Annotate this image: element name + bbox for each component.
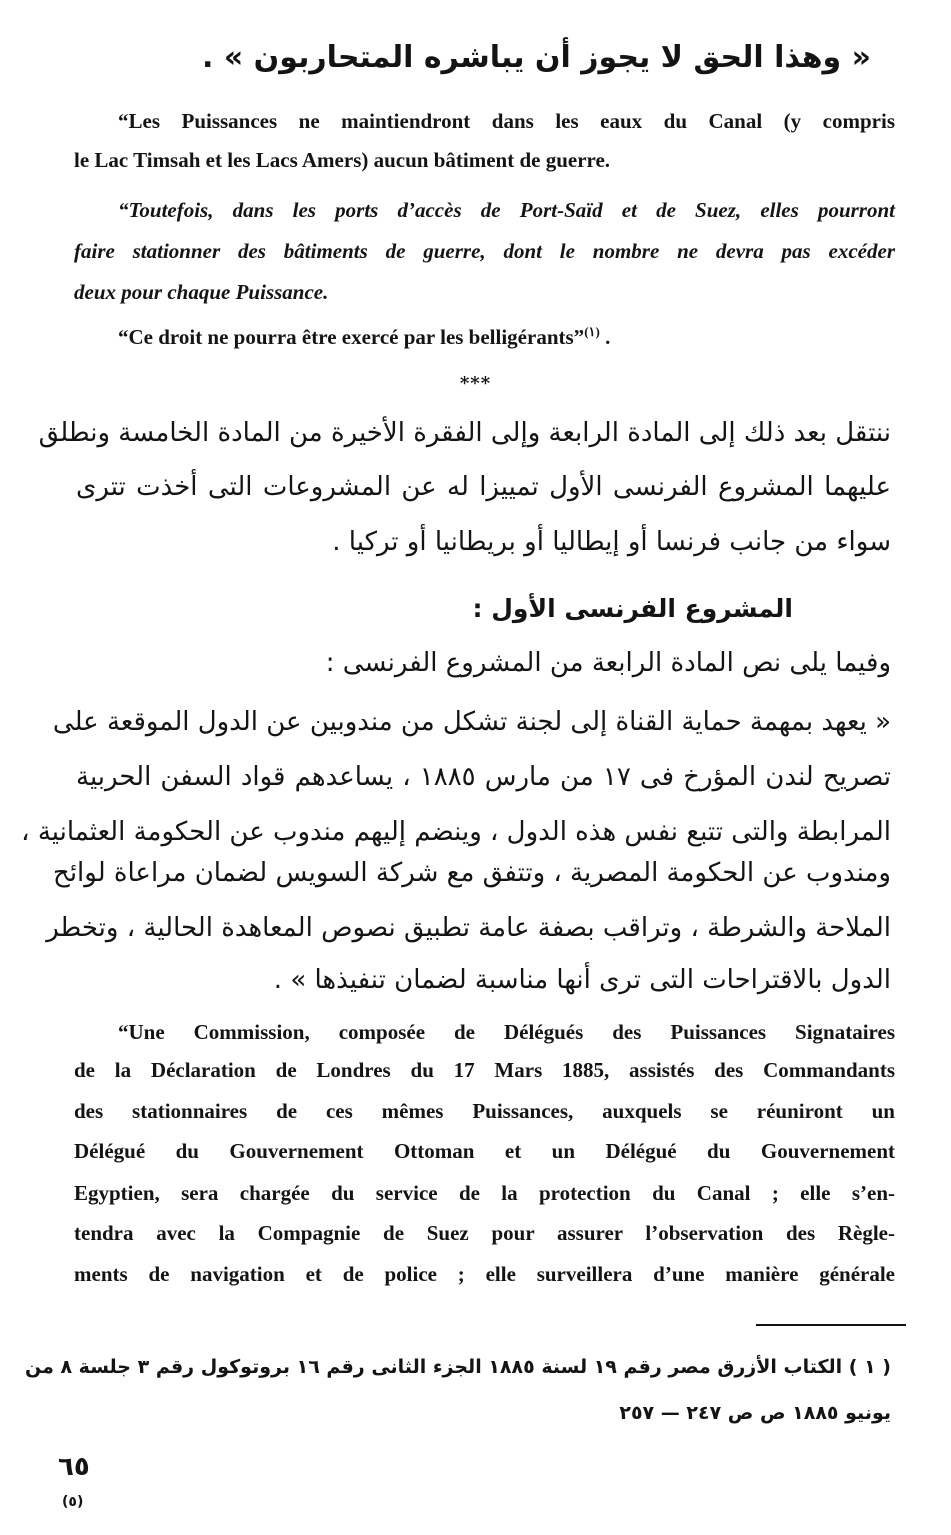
arabic-para-2-line-1: « يعهد بمهمة حماية القناة إلى لجنة تشكل من مندوبين عن الدول الموقعة على: [52, 707, 891, 737]
french-quote-2-line-2: faire stationner des bâtiments de guerre, dont le nombre ne devra pas excéder: [74, 239, 895, 263]
footnote-line-1: ( ١ ) الكتاب الأزرق مصر رقم ١٩ لسنة ١٨٨٥ الجزء الثانى رقم ١٦ بروتوكول رقم ٣ جلسة ٨ من: [24, 1356, 891, 1378]
arabic-para-1-line-3: سواء من جانب فرنسا أو إيطاليا أو بريطانيا أو تركيا .: [332, 527, 891, 557]
french-quote-2-line-3: deux pour chaque Puissance.: [74, 280, 329, 304]
arabic-para-2-line-2: تصريح لندن المؤرخ فى ١٧ من مارس ١٨٨٥ ، يساعدهم قواد السفن الحربية: [76, 762, 892, 792]
arabic-para-2-line-6: الدول بالاقتراحات التى ترى أنها مناسبة لضمان تنفيذها » .: [273, 965, 891, 995]
french-quote-3-text: “Ce droit ne pourra être exercé par les belligérants”: [118, 325, 585, 349]
french-quote-4-line-4: Délégué du Gouvernement Ottoman et un Délégué du Gouvernement: [74, 1139, 895, 1163]
footnote-line-2: يونيو ١٨٨٥ ص ص ٢٤٧ — ٢٥٧: [619, 1402, 891, 1424]
arabic-para-1-line-2: عليهما المشروع الفرنسى الأول تمييزا له عن المشروعات التى أخذت تترى: [76, 472, 891, 502]
french-quote-4-line-2: de la Déclaration de Londres du 17 Mars 1885, assistés des Commandants: [74, 1058, 895, 1082]
french-quote-4-line-3: des stationnaires de ces mêmes Puissances, auxquels se réuniront un: [74, 1099, 895, 1123]
french-quote-1-line-1: “Les Puissances ne maintiendront dans les eaux du Canal (y compris: [118, 109, 895, 133]
section-separator: ***: [459, 373, 492, 394]
french-quote-2-line-1: “Toutefois, dans les ports d’accès de Port-Saïd et de Suez, elles pourront: [118, 198, 895, 222]
french-quote-1-line-2: le Lac Timsah et les Lacs Amers) aucun bâtiment de guerre.: [74, 148, 611, 172]
arabic-lead: وفيما يلى نص المادة الرابعة من المشروع الفرنسى :: [325, 648, 891, 678]
french-quote-3: [118, 324, 895, 350]
french-quote-4-line-5: Egyptien, sera chargée du service de la protection du Canal ; elle s’en-: [74, 1181, 895, 1205]
french-quote-4-line-1: “Une Commission, composée de Délégués des Puissances Signataires: [118, 1020, 895, 1044]
signature-mark: (٥): [62, 1494, 84, 1510]
footnote-ref: (١): [584, 324, 600, 339]
page-number: ٦٥: [58, 1452, 90, 1482]
french-quote-4-line-7: ments de navigation et de police ; elle surveillera d’une manière générale: [74, 1262, 895, 1286]
french-quote-4-line-6: tendra avec la Compagnie de Suez pour assurer l’observation des Règle-: [74, 1221, 895, 1245]
arabic-intro: « وهذا الحق لا يجوز أن يباشره المتحاربون » .: [201, 40, 871, 75]
french-quote-3-end: .: [599, 325, 611, 349]
arabic-para-2-line-3: المرابطة والتى تتبع نفس هذه الدول ، وينضم إليهم مندوب عن الحكومة العثمانية ،: [21, 817, 891, 847]
arabic-para-2-line-4: ومندوب عن الحكومة المصرية ، وتتفق مع شركة السويس لضمان مراعاة لوائح: [53, 858, 891, 888]
arabic-para-1-line-1: ننتقل بعد ذلك إلى المادة الرابعة وإلى الفقرة الأخيرة من المادة الخامسة ونطلق: [38, 418, 891, 448]
footnote-rule: [756, 1324, 906, 1326]
arabic-heading: المشروع الفرنسى الأول :: [472, 594, 793, 623]
arabic-para-2-line-5: الملاحة والشرطة ، وتراقب بصفة عامة تطبيق نصوص المعاهدة الحالية ، وتخطر: [46, 913, 891, 943]
